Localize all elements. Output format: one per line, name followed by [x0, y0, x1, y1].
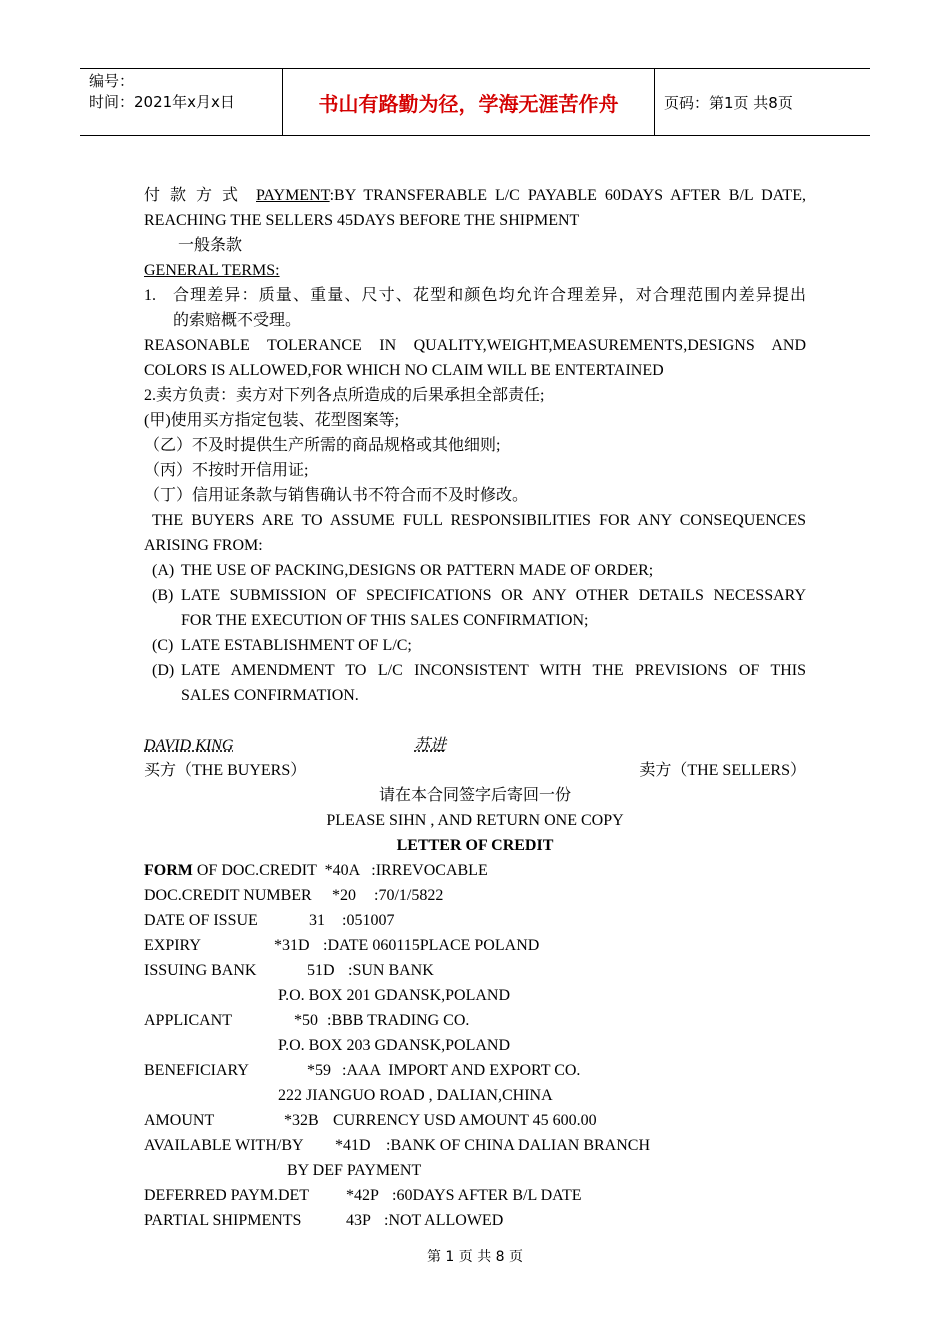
lc-row-code: *42P: [346, 1187, 379, 1204]
item-2-b: （乙）不及时提供生产所需的商品规格或其他细则;: [144, 437, 501, 454]
lc-row-value: 222 JIANGUO ROAD , DALIAN,CHINA: [278, 1087, 553, 1104]
return-note-cn: 请在本合同签字后寄回一份: [378, 787, 571, 804]
lc-row-code: *31D: [274, 937, 310, 954]
lc-row-code: *32B: [284, 1112, 319, 1129]
lc-form-rest: OF DOC.CREDIT *40A :IRREVOCABLE: [192, 862, 488, 879]
payment-text-1: :BY TRANSFERABLE L/C PAYABLE 60DAYS AFTER B/L DATE,: [329, 187, 806, 204]
party-labels: [144, 758, 806, 783]
lc-row: [144, 1158, 806, 1183]
lc-row-label: DATE OF ISSUE: [144, 912, 258, 929]
lc-title: LETTER OF CREDIT: [396, 837, 554, 854]
lc-row-label: AVAILABLE WITH/BY: [144, 1137, 304, 1154]
lc-row-code: 51D: [307, 962, 335, 979]
lc-row-value: :BANK OF CHINA DALIAN BRANCH: [386, 1137, 651, 1154]
lc-row-value: :DATE 060115PLACE POLAND: [323, 937, 540, 954]
list-item-text: FOR THE EXECUTION OF THIS SALES CONFIRMATION;: [181, 612, 589, 629]
lc-row-value: :NOT ALLOWED: [384, 1212, 504, 1229]
buyer-signature: DAVID KING: [144, 737, 234, 754]
page-header: [80, 68, 870, 136]
lc-row-label: BENEFICIARY: [144, 1062, 249, 1079]
responsibility-list: [144, 558, 806, 708]
lc-row: [144, 1183, 806, 1208]
item-2-a: (甲)使用买方指定包装、花型图案等;: [144, 412, 400, 429]
lc-row-value: :70/1/5822: [374, 887, 444, 904]
item-2-title: 2.卖方负责：卖方对下列各点所造成的后果承担全部责任;: [144, 387, 545, 404]
lc-row-value: :BBB TRADING CO.: [327, 1012, 470, 1029]
lc-row-value: P.O. BOX 201 GDANSK,POLAND: [278, 987, 511, 1004]
lc-row-code: *50: [294, 1012, 318, 1029]
list-item: [152, 583, 806, 633]
lc-row: [144, 958, 806, 983]
payment-label: 付款方式: [144, 187, 248, 204]
lc-row-code: *20: [332, 887, 356, 904]
list-item: [152, 658, 806, 708]
return-note-en: PLEASE SIHN , AND RETURN ONE COPY: [326, 812, 624, 829]
list-item-number: (C): [152, 637, 174, 654]
document-body: [144, 183, 806, 1233]
lc-row-value: CURRENCY USD AMOUNT 45 600.00: [333, 1112, 597, 1129]
lc-row: [144, 1058, 806, 1083]
item-1-en-line-2: COLORS IS ALLOWED,FOR WHICH NO CLAIM WILL BE ENTERTAINED: [144, 362, 664, 379]
lc-row-label: AMOUNT: [144, 1112, 215, 1129]
buyers-line-2: ARISING FROM:: [144, 537, 263, 554]
item-2-c: （丙）不按时开信用证;: [144, 462, 309, 479]
lc-row: [144, 883, 806, 908]
lc-row-code: *59: [307, 1062, 331, 1079]
seller-label: 卖方（THE SELLERS）: [639, 762, 806, 779]
lc-row-code: 31: [309, 912, 325, 929]
seller-signature: 苏进: [414, 737, 447, 754]
list-item-text: LATE AMENDMENT TO L/C INCONSISTENT WITH THE PREVISIONS OF THIS: [181, 662, 806, 679]
list-item-text: LATE SUBMISSION OF SPECIFICATIONS OR ANY OTHER DETAILS NECESSARY: [181, 587, 806, 604]
time-label: 时间：2021年x月x日: [89, 93, 235, 111]
lc-row: [144, 1108, 806, 1133]
lc-row-code: *41D: [335, 1137, 371, 1154]
general-en-title: GENERAL TERMS:: [144, 262, 280, 279]
lc-row-label: PARTIAL SHIPMENTS: [144, 1212, 302, 1229]
payment-line-1: [144, 183, 806, 208]
lc-row-value: BY DEF PAYMENT: [287, 1162, 422, 1179]
lc-row-label: DOC.CREDIT NUMBER: [144, 887, 312, 904]
lc-form-bold: FORM: [144, 862, 193, 879]
lc-row: [144, 933, 806, 958]
item-1-line-2: 的索赔概不受理。: [173, 312, 302, 329]
code-label: 编号：: [89, 72, 135, 90]
list-item-number: (B): [152, 587, 174, 604]
lc-row: [144, 1008, 806, 1033]
lc-row-label: ISSUING BANK: [144, 962, 257, 979]
list-item-text: LATE ESTABLISHMENT OF L/C;: [181, 637, 412, 654]
item-2-d: （丁）信用证条款与销售确认书不符合而不及时修改。: [144, 487, 529, 504]
list-item-text: SALES CONFIRMATION.: [181, 687, 359, 704]
lc-row-label: APPLICANT: [144, 1012, 233, 1029]
item-1-line-1: 合理差异：质量、重量、尺寸、花型和颜色均允许合理差异，对合理范围内差异提出: [173, 287, 806, 304]
lc-row-value: :SUN BANK: [348, 962, 434, 979]
lc-row-value: P.O. BOX 203 GDANSK,POLAND: [278, 1037, 511, 1054]
list-item-text: THE USE OF PACKING,DESIGNS OR PATTERN MADE OF ORDER;: [181, 562, 654, 579]
buyers-line-1: THE BUYERS ARE TO ASSUME FULL RESPONSIBILITIES FOR ANY CONSEQUENCES: [152, 512, 806, 529]
lc-row: [144, 1133, 806, 1158]
header-motto: 书山有路勤为径，学海无涯苦作舟: [282, 69, 655, 135]
list-item-number: (D): [152, 662, 175, 679]
lc-form-row: [144, 858, 806, 883]
buyer-label: 买方（THE BUYERS）: [144, 762, 307, 779]
list-item-number: (A): [152, 562, 175, 579]
lc-row: [144, 908, 806, 933]
item-number: 1.: [144, 287, 156, 304]
header-meta: [80, 69, 282, 135]
lc-row-value: :60DAYS AFTER B/L DATE: [392, 1187, 582, 1204]
lc-row: [144, 983, 806, 1008]
lc-row-code: 43P: [346, 1212, 371, 1229]
payment-term: PAYMENT: [256, 187, 330, 204]
list-item: [152, 558, 806, 583]
lc-row: [144, 1083, 806, 1108]
signature-row: [144, 733, 806, 758]
payment-line-2: REACHING THE SELLERS 45DAYS BEFORE THE SHIPMENT: [144, 212, 580, 229]
lc-row-value: :AAA IMPORT AND EXPORT CO.: [342, 1062, 581, 1079]
spacer: [144, 708, 806, 733]
lc-row: [144, 1208, 806, 1233]
lc-row-label: DEFERRED PAYM.DET: [144, 1187, 310, 1204]
header-page-info: 页码：第1页 共8页: [664, 93, 793, 112]
lc-row: [144, 1033, 806, 1058]
page-footer: 第 1 页 共 8 页: [426, 1249, 524, 1265]
list-item: [152, 633, 806, 658]
lc-row-label: EXPIRY: [144, 937, 201, 954]
lc-row-value: :051007: [342, 912, 395, 929]
item-1-en-line-1: REASONABLE TOLERANCE IN QUALITY,WEIGHT,MEASUREMENTS,DESIGNS AND: [144, 337, 806, 354]
general-cn-title: 一般条款: [178, 237, 243, 254]
general-item-1: [144, 283, 806, 333]
